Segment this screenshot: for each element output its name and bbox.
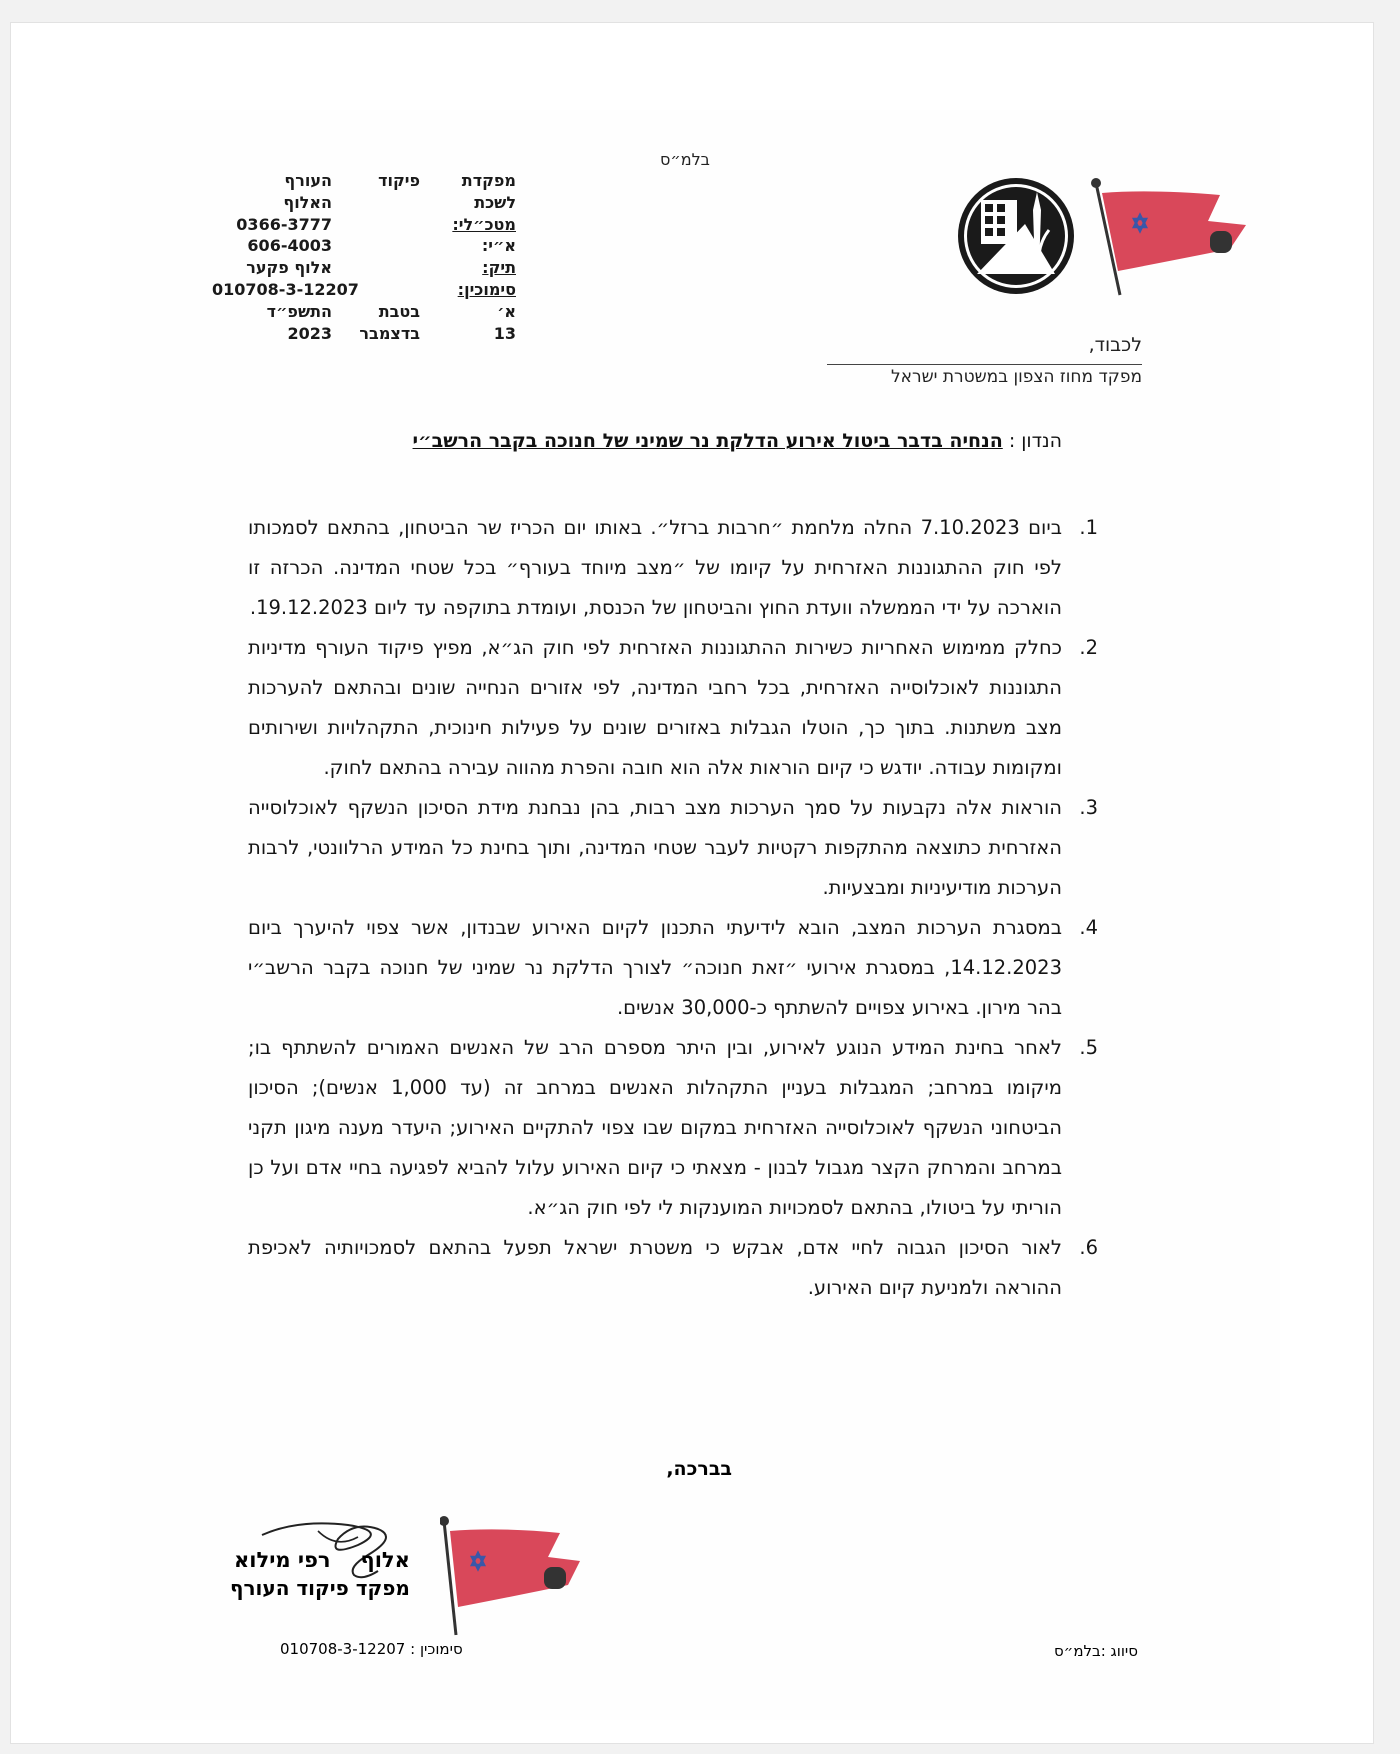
paragraph-text: לאחר בחינת המידע הנוגע לאירוע, ובין היתר מספרם הרב של האנשים האמורים להשתתף בו; מיקומו במרחב; המגבלות בעניין התקהלות האנשים במרחב זה (עד 1,000 אנשים); הסיכון הביטחוני הנשקף לאוכלוסייה האזרחית במקום שבו צפוי להתקיים האירוע; היעדר מענה מיגון תקני במרחב והמרחק הקצר מגבול לבנון - מצאתי כי קיום האירוע עלול להביא לפגיעה בחיי אדם ועל כן הוריתי על ביטולו, בהתאם לסמכויות המוענקות לי לפי חוק הג״א.: [248, 1036, 1063, 1219]
paragraph-2: [248, 628, 1098, 788]
footer-classification: סיווג :בלמ״ס: [1053, 1642, 1138, 1660]
signer-title: מפקד פיקוד העורף: [230, 1576, 410, 1600]
header-label: מטכ״לי:: [452, 214, 516, 234]
paragraph-text: כחלק ממימוש האחריות כשירות ההתגוננות האזרחית לפי חוק הג״א, מפיץ פיקוד העורף מדיניות התגוננות לאוכלוסייה האזרחית, בכל רחבי המדינה, לפי אזורים הנחייה שונים ובהתאם להערכות מצב משתנות. בתוך כך, הוטלו הגבלות באזורים שונים על פעילות חינוכית, התקהלויות ושירותים ומקומות עבודה. יודגש כי קיום הוראות אלה הוא חובה והפרת מהווה עבירה בהתאם לחוק.: [248, 636, 1062, 779]
header-label: מפקדת: [461, 171, 516, 190]
signer-name: רפי מילוא: [234, 1548, 331, 1572]
header-value: התשפ״ד: [266, 301, 332, 321]
recipient-divider: [827, 364, 1142, 365]
header-value: פיקוד: [378, 171, 420, 190]
header-labels: [406, 170, 516, 344]
paragraph-6: [248, 1228, 1098, 1308]
home-front-command-emblem-icon: [955, 170, 1077, 302]
header-label: לשכת: [474, 192, 516, 212]
header-value: בדצמבר: [359, 323, 420, 343]
signer-rank: אלוף: [360, 1548, 410, 1572]
paragraph-text: במסגרת הערכות המצב, הובא לידיעתי התכנון לקיום האירוע שבנדון, אשר צפוי להיערך ביום 14.12.2023, במסגרת אירועי ״זאת חנוכה״ לצורך הדלקת נר שמיני של חנוכה בקבר הרשב״י בהר מירון. באירוע צפויים להשתתף כ-30,000 אנשים.: [248, 916, 1062, 1019]
header-label: א״י:: [481, 236, 516, 256]
header-label: א׳: [497, 301, 516, 321]
paragraph-5: [248, 1028, 1098, 1228]
header-value: אלוף פקער: [246, 258, 332, 278]
header-value: בטבת: [378, 301, 420, 321]
paragraph-3: [248, 788, 1098, 908]
header-value: 010708-3-12207: [212, 279, 359, 299]
footer-reference: סימוכין : 010708-3-12207: [280, 1640, 463, 1658]
header-value: 606-4003: [247, 236, 332, 256]
header-label: 13: [493, 323, 516, 343]
recipient-name: מפקד מחוז הצפון במשטרת ישראל: [890, 367, 1142, 387]
paragraph-number: 4.: [1079, 916, 1098, 939]
classification-top: בלמ״ס: [660, 150, 710, 169]
header-value: האלוף: [283, 192, 332, 212]
home-front-command-flag-icon: [440, 1515, 588, 1637]
header-values: [212, 170, 359, 344]
paragraph-1: [248, 508, 1098, 628]
subject-line: [300, 430, 1062, 452]
signature-block: [230, 1548, 410, 1600]
header-label: סימוכין:: [457, 279, 516, 299]
header-value: העורף: [284, 171, 332, 190]
paragraph-text: ביום 7.10.2023 החלה מלחמת ״חרבות ברזל״. באותו יום הכריז שר הביטחון, בהתאם לסמכותו לפי חוק ההתגוננות האזרחית על קיומו של ״מצב מיוחד בעורף״ בכל שטחי המדינה. הכרזה זו הוארכה על ידי הממשלה וועדת החוץ והביטחון של הכנסת, ועומדת בתוקפה עד ליום 19.12.2023.: [248, 516, 1062, 619]
header-value: 0366-3777: [236, 214, 332, 234]
paragraph-number: 6.: [1079, 1236, 1098, 1259]
subject-title: הנחיה בדבר ביטול אירוע הדלקת נר שמיני של חנוכה בקבר הרשב״י: [412, 430, 1003, 452]
paragraph-number: 3.: [1079, 796, 1098, 819]
salutation: לכבוד,: [1088, 334, 1142, 356]
paragraph-4: [248, 908, 1098, 1028]
paragraph-text: לאור הסיכון הגבוה לחיי אדם, אבקש כי משטרת ישראל תפעל בהתאם לסמכויותיה לאכיפת ההוראה ולמניעת קיום האירוע.: [248, 1236, 1062, 1299]
paragraph-text: הוראות אלה נקבעות על סמך הערכות מצב רבות, בהן נבחנת מידת הסיכון הנשקף לאוכלוסייה האזרחית כתוצאה מהתקפות רקטיות לעבר שטחי המדינה, ותוך בחינת כל המידע הרלוונטי, לרבות הערכות מודיעיניות ומבצעיות.: [248, 796, 1062, 899]
recipient-block: [827, 334, 1142, 387]
letter-body: [248, 508, 1098, 1308]
home-front-command-flag-icon: [1090, 175, 1258, 297]
subject-label: הנדון :: [1008, 430, 1062, 452]
paragraph-number: 2.: [1079, 636, 1098, 659]
paragraph-number: 1.: [1079, 516, 1098, 539]
closing: בברכה,: [666, 1458, 732, 1480]
header-value: 2023: [287, 323, 332, 343]
header-label: תיק:: [482, 258, 516, 278]
header-middle: [330, 170, 420, 344]
paragraph-number: 5.: [1079, 1036, 1098, 1059]
